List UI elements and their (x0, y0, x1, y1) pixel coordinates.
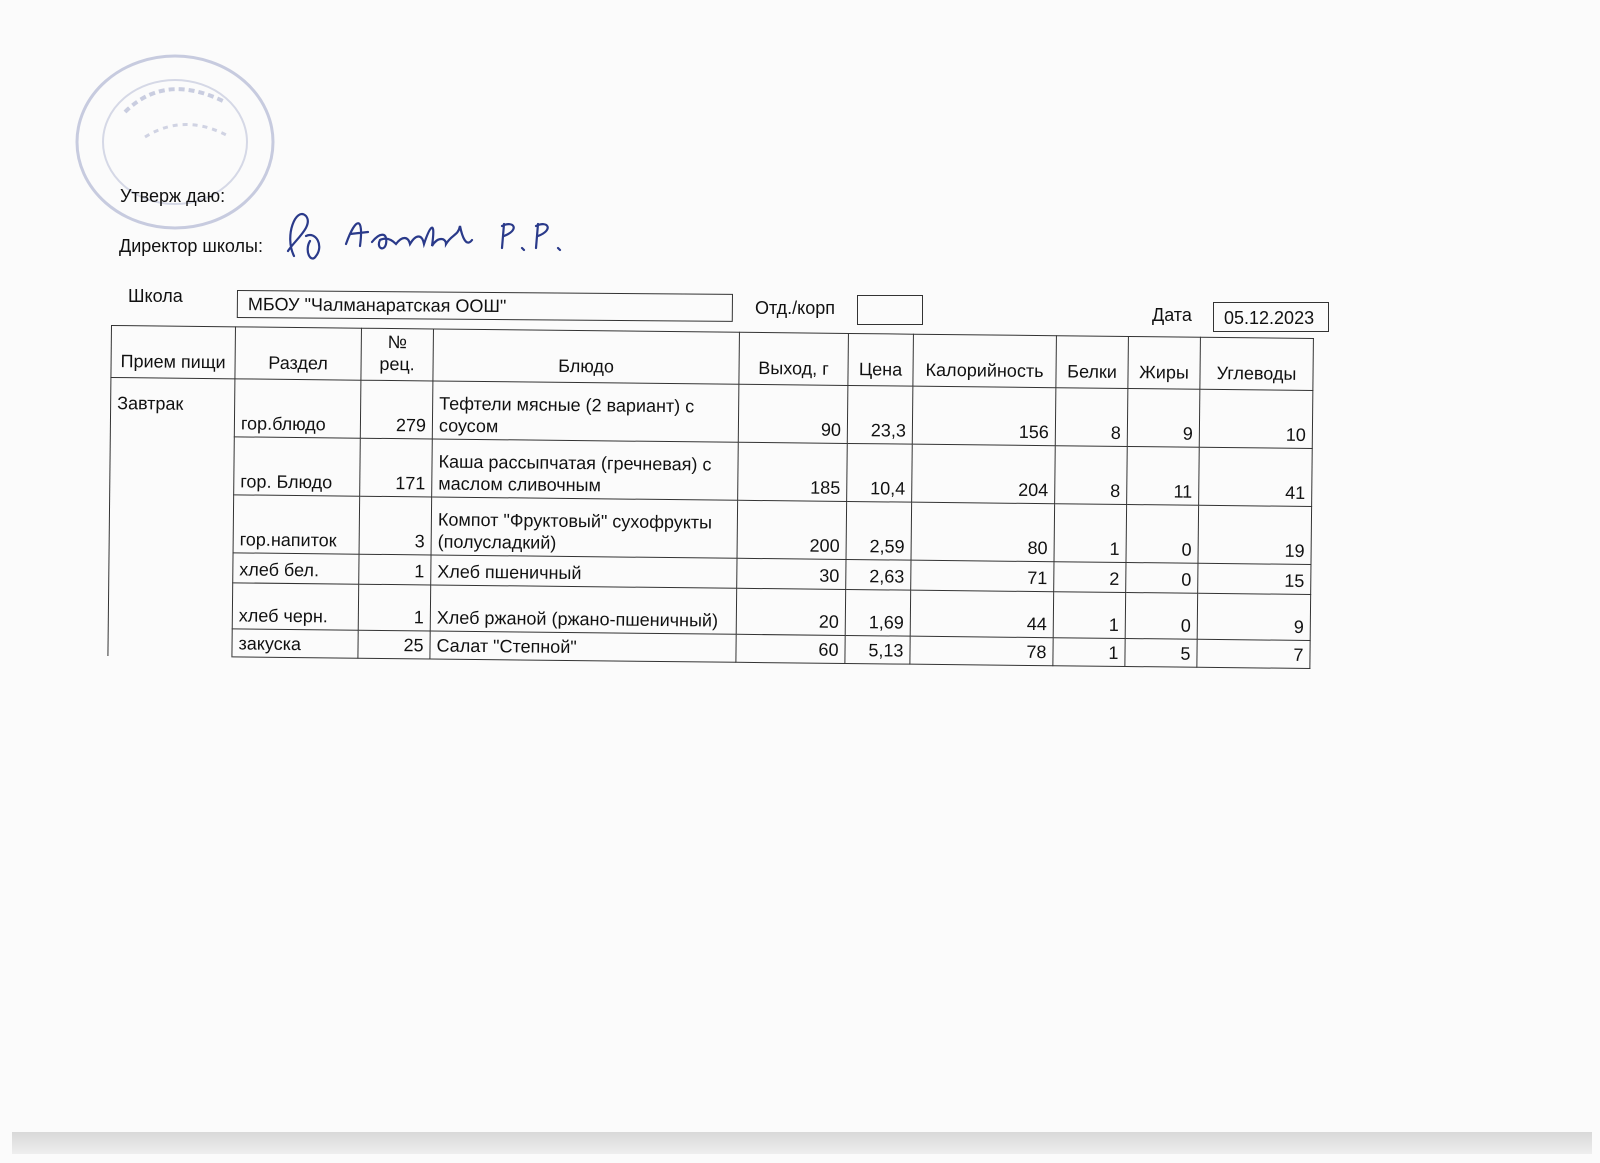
protein-cell: 2 (1054, 562, 1126, 593)
section-cell: гор. Блюдо (234, 437, 361, 496)
calories-cell: 78 (910, 636, 1053, 666)
director-label: Директор школы: (119, 236, 263, 256)
carbs-cell: 19 (1198, 505, 1312, 564)
recipe-cell: 1 (358, 584, 430, 631)
dish-cell: Салат "Степной" (430, 631, 736, 662)
fat-cell: 0 (1126, 562, 1198, 593)
section-cell: гор.напиток (233, 495, 360, 554)
price-cell: 5,13 (845, 635, 910, 664)
calories-cell: 80 (911, 502, 1055, 562)
protein-cell: 1 (1053, 592, 1125, 639)
department-field (857, 295, 923, 325)
meal-cell: Завтрак (108, 378, 235, 657)
column-header: Жиры (1128, 337, 1201, 390)
section-cell: хлеб бел. (233, 553, 359, 584)
column-header: Белки (1056, 336, 1129, 389)
section-cell: хлеб черн. (232, 583, 358, 630)
fat-cell: 5 (1125, 638, 1197, 667)
carbs-cell: 10 (1199, 389, 1313, 448)
yield-cell: 60 (736, 634, 845, 663)
dish-cell: Компот "Фруктовый" сухофрукты (полусладкий) (431, 497, 738, 558)
fat-cell: 0 (1126, 505, 1199, 564)
yield-cell: 200 (737, 500, 847, 559)
department-label: Отд./корп (755, 298, 835, 318)
fat-cell: 11 (1127, 447, 1200, 506)
carbs-cell: 41 (1199, 447, 1313, 506)
dish-cell: Каша рассыпчатая (гречневая) с маслом сливочным (432, 439, 739, 500)
price-cell: 2,63 (846, 559, 911, 590)
price-cell: 23,3 (847, 385, 913, 444)
section-cell: гор.блюдо (234, 379, 361, 438)
price-cell: 1,69 (845, 589, 910, 636)
price-cell: 2,59 (846, 501, 912, 560)
recipe-cell: 1 (359, 554, 431, 585)
recipe-cell: 171 (360, 438, 433, 497)
school-name-field: МБОУ "Чалманаратская ООШ" (237, 290, 733, 322)
dish-cell: Тефтели мясные (2 вариант) с соусом (432, 381, 739, 442)
scan-edge-shadow (12, 1132, 1592, 1154)
recipe-cell: 3 (359, 496, 432, 555)
recipe-cell: 25 (358, 630, 430, 659)
calories-cell: 71 (911, 560, 1054, 592)
approval-label: Утверж даю: (120, 186, 226, 206)
dish-cell: Хлеб пшеничный (431, 555, 737, 588)
column-header: Прием пищи (111, 326, 236, 379)
yield-cell: 185 (738, 442, 848, 501)
protein-cell: 8 (1055, 446, 1128, 505)
date-label: Дата (1152, 305, 1192, 325)
yield-cell: 30 (737, 558, 846, 589)
fat-cell: 0 (1125, 592, 1197, 639)
director-signature (276, 196, 596, 271)
date-field: 05.12.2023 (1213, 302, 1329, 332)
section-cell: закуска (232, 629, 358, 658)
carbs-cell: 9 (1197, 593, 1310, 640)
dish-cell: Хлеб ржаной (ржано-пшеничный) (430, 585, 736, 634)
menu-table (107, 325, 1314, 669)
calories-cell: 204 (912, 444, 1056, 504)
fat-cell: 9 (1127, 389, 1200, 448)
school-label: Школа (128, 286, 183, 306)
yield-cell: 90 (738, 384, 848, 443)
column-header: Раздел (235, 327, 362, 380)
calories-cell: 156 (912, 386, 1056, 446)
protein-cell: 8 (1055, 388, 1128, 447)
price-cell: 10,4 (847, 443, 913, 502)
column-header: № рец. (361, 328, 434, 381)
yield-cell: 20 (736, 588, 845, 635)
protein-cell: 1 (1054, 504, 1127, 563)
column-header: Цена (848, 333, 914, 386)
column-header: Калорийность (913, 334, 1057, 388)
recipe-cell: 279 (360, 380, 433, 439)
protein-cell: 1 (1053, 638, 1125, 667)
column-header: Блюдо (433, 329, 740, 384)
carbs-cell: 15 (1198, 563, 1311, 594)
column-header: Выход, г (739, 332, 849, 385)
calories-cell: 44 (910, 590, 1053, 638)
column-header: Углеводы (1200, 337, 1314, 390)
carbs-cell: 7 (1197, 639, 1310, 668)
